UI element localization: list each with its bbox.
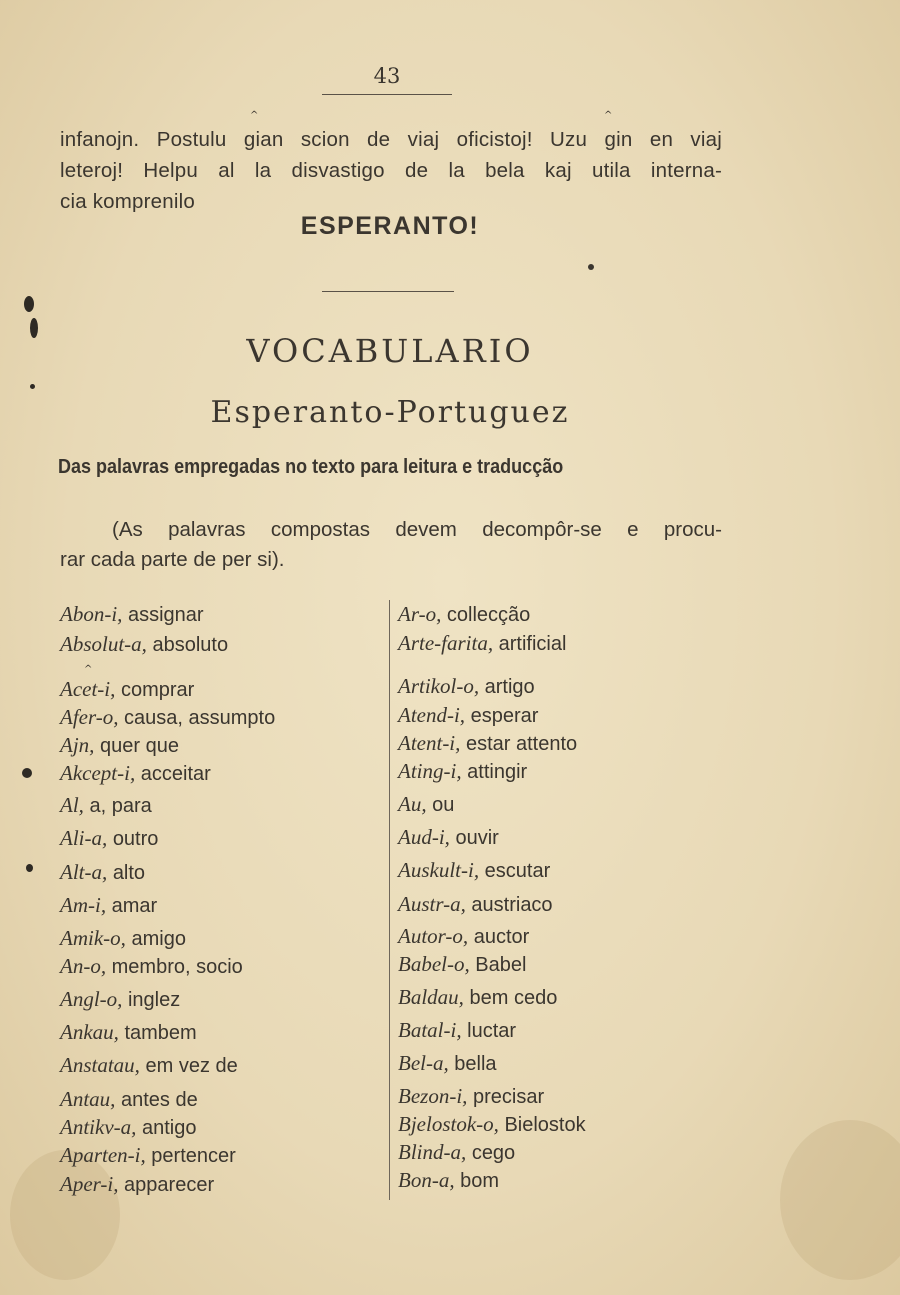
vocabulary-entry: [60, 1020, 197, 1045]
entry-term: Atent-i,: [398, 731, 461, 755]
entry-term: Aper-i,: [60, 1172, 119, 1196]
vocabulary-entry: [60, 1053, 238, 1078]
entry-term: Al,: [60, 793, 84, 817]
entry-definition: escutar: [484, 860, 551, 882]
vocabulary-entry: [398, 985, 557, 1010]
entry-definition: Babel: [475, 954, 527, 976]
entry-definition: antes de: [120, 1089, 198, 1111]
section-heading: Das palavras empregadas no texto para leitura e traducção: [58, 456, 564, 478]
paper-stain: [780, 1120, 900, 1280]
entry-definition: bom: [460, 1170, 500, 1192]
entry-term: Aud-i,: [398, 825, 450, 849]
entry-term: Ali-a,: [60, 826, 108, 850]
vocabulary-entry: [60, 1172, 214, 1197]
vocabulary-entry: [398, 1084, 544, 1109]
vocabulary-entry: [398, 1051, 497, 1076]
entry-definition: inglez: [127, 989, 181, 1011]
entry-term: Ankau,: [60, 1020, 119, 1044]
vocabulary-entry: [398, 924, 529, 949]
vocabulary-entry: [60, 761, 211, 786]
entry-definition: esperar: [470, 705, 539, 727]
entry-definition: ou: [432, 794, 455, 816]
ink-blot: [24, 296, 34, 312]
vocabulary-entry: [60, 793, 152, 818]
entry-definition: acceitar: [140, 763, 211, 785]
vocabulary-entry: [398, 892, 553, 917]
entry-definition: Bielostok: [504, 1114, 586, 1136]
entry-definition: artificial: [498, 633, 567, 655]
entry-definition: estar attento: [465, 733, 578, 755]
entry-term: Aparten-i,: [60, 1143, 146, 1167]
intro-line: infanojn. Postulu gian scion de viaj oficistoj! Uzu gin en viaj: [60, 128, 722, 151]
vocabulary-entry: [60, 1087, 198, 1112]
entry-definition: austriaco: [471, 894, 553, 916]
page-number: 43: [373, 64, 401, 88]
vocabulary-entry: [398, 1018, 516, 1043]
note-line: rar cada parte de per si).: [60, 548, 285, 571]
entry-term: Am-i,: [60, 893, 107, 917]
entry-definition: apparecer: [124, 1174, 215, 1196]
entry-term: Au,: [398, 792, 427, 816]
entry-term: Baldau,: [398, 985, 464, 1009]
ink-blot: [26, 864, 33, 872]
entry-definition: luctar: [467, 1020, 517, 1042]
entry-definition: em vez de: [145, 1055, 238, 1077]
entry-definition: causa, assumpto: [124, 707, 276, 729]
vocabulary-entry: [398, 1168, 499, 1193]
vocabulary-entry: [60, 733, 179, 758]
vocabulary-entry: [398, 674, 535, 699]
vocabulary-entry: [398, 631, 566, 656]
entry-definition: collecção: [446, 604, 531, 626]
entry-definition: amigo: [131, 928, 186, 950]
note-line: (As palavras compostas devem decompôr-se e procu-: [112, 518, 722, 541]
vocabulary-entry: [398, 1140, 515, 1165]
entry-term: Babel-o,: [398, 952, 470, 976]
entry-definition: auctor: [473, 926, 530, 948]
circumflex-mark: ^: [84, 664, 93, 675]
vocabulary-entry: [60, 705, 275, 730]
vocabulary-entry: [60, 926, 186, 951]
entry-definition: assignar: [127, 604, 204, 626]
entry-term: Angl-o,: [60, 987, 123, 1011]
entry-term: Batal-i,: [398, 1018, 462, 1042]
vocabulary-entry: [60, 954, 243, 979]
ink-blot: [30, 318, 38, 338]
entry-term: Akcept-i,: [60, 761, 136, 785]
entry-definition: cego: [471, 1142, 516, 1164]
entry-definition: bem cedo: [469, 987, 558, 1009]
vocabulary-entry: [398, 602, 530, 627]
column-divider: [389, 600, 390, 1200]
entry-term: Antau,: [60, 1087, 116, 1111]
vocabulary-entry: [60, 893, 157, 918]
intro-line: leteroj! Helpu al la disvastigo de la bela kaj utila interna-: [60, 159, 722, 182]
vocabulary-entry: [398, 731, 577, 756]
vocabulary-entry: [398, 825, 499, 850]
entry-definition: outro: [112, 828, 159, 850]
entry-definition: artigo: [484, 676, 535, 698]
entry-term: Afer-o,: [60, 705, 119, 729]
entry-term: Absolut-a,: [60, 632, 147, 656]
entry-term: Bezon-i,: [398, 1084, 468, 1108]
note-paragraph: [60, 515, 722, 575]
entry-term: Abon-i,: [60, 602, 123, 626]
ink-blot: [30, 384, 35, 389]
vocabulary-entry: [398, 792, 454, 817]
entry-term: Alt-a,: [60, 860, 108, 884]
entry-definition: comprar: [120, 679, 195, 701]
vocabulary-entry: [398, 1112, 586, 1137]
vocabulary-entry: [398, 703, 538, 728]
vocabulary-subtitle: Esperanto-Portuguez: [210, 395, 570, 430]
entry-term: Autor-o,: [398, 924, 469, 948]
vocabulary-entry: [398, 858, 550, 883]
entry-term: Bon-a,: [398, 1168, 455, 1192]
vocabulary-entry: [398, 952, 526, 977]
entry-definition: antigo: [141, 1117, 197, 1139]
entry-term: Blind-a,: [398, 1140, 467, 1164]
entry-definition: absoluto: [152, 634, 229, 656]
vocabulary-title: VOCABULARIO: [246, 332, 534, 370]
circumflex-mark: ^: [604, 110, 613, 121]
entry-term: Ar-o,: [398, 602, 442, 626]
vocabulary-entry: [60, 602, 204, 627]
entry-definition: alto: [112, 862, 146, 884]
entry-term: Bel-a,: [398, 1051, 449, 1075]
vocabulary-entry: [60, 987, 180, 1012]
entry-definition: pertencer: [151, 1145, 236, 1167]
page-number-rule: [322, 94, 452, 95]
entry-term: Bjelostok-o,: [398, 1112, 499, 1136]
entry-term: Ajn,: [60, 733, 95, 757]
vocabulary-entry: [60, 632, 228, 657]
vocabulary-entry: [398, 759, 527, 784]
entry-term: Anstatau,: [60, 1053, 140, 1077]
entry-definition: quer que: [99, 735, 179, 757]
entry-definition: precisar: [472, 1086, 545, 1108]
vocabulary-entry: [60, 1143, 236, 1168]
entry-term: Acet-i,: [60, 677, 116, 701]
slogan-heading: ESPERANTO!: [300, 212, 480, 240]
ink-dot: [588, 264, 594, 270]
entry-term: Atend-i,: [398, 703, 466, 727]
entry-definition: membro, socio: [111, 956, 243, 978]
paper-stain: [10, 1150, 120, 1280]
entry-definition: attingir: [467, 761, 528, 783]
intro-paragraph: [60, 124, 722, 217]
section-rule: [322, 291, 454, 292]
entry-definition: bella: [454, 1053, 497, 1075]
entry-definition: a, para: [89, 795, 152, 817]
entry-term: An-o,: [60, 954, 107, 978]
entry-term: Arte-farita,: [398, 631, 494, 655]
intro-line: cia komprenilo: [60, 190, 195, 213]
entry-definition: ouvir: [455, 827, 499, 849]
vocabulary-entry: [60, 677, 194, 702]
vocabulary-entry: [60, 860, 145, 885]
vocabulary-entry: [60, 1115, 196, 1140]
entry-term: Auskult-i,: [398, 858, 480, 882]
circumflex-mark: ^: [250, 110, 259, 121]
entry-term: Austr-a,: [398, 892, 466, 916]
entry-term: Antikv-a,: [60, 1115, 137, 1139]
entry-definition: amar: [111, 895, 158, 917]
ink-blot: [22, 768, 32, 778]
entry-term: Amik-o,: [60, 926, 126, 950]
entry-term: Ating-i,: [398, 759, 462, 783]
entry-definition: tambem: [124, 1022, 197, 1044]
vocabulary-entry: [60, 826, 158, 851]
entry-term: Artikol-o,: [398, 674, 480, 698]
